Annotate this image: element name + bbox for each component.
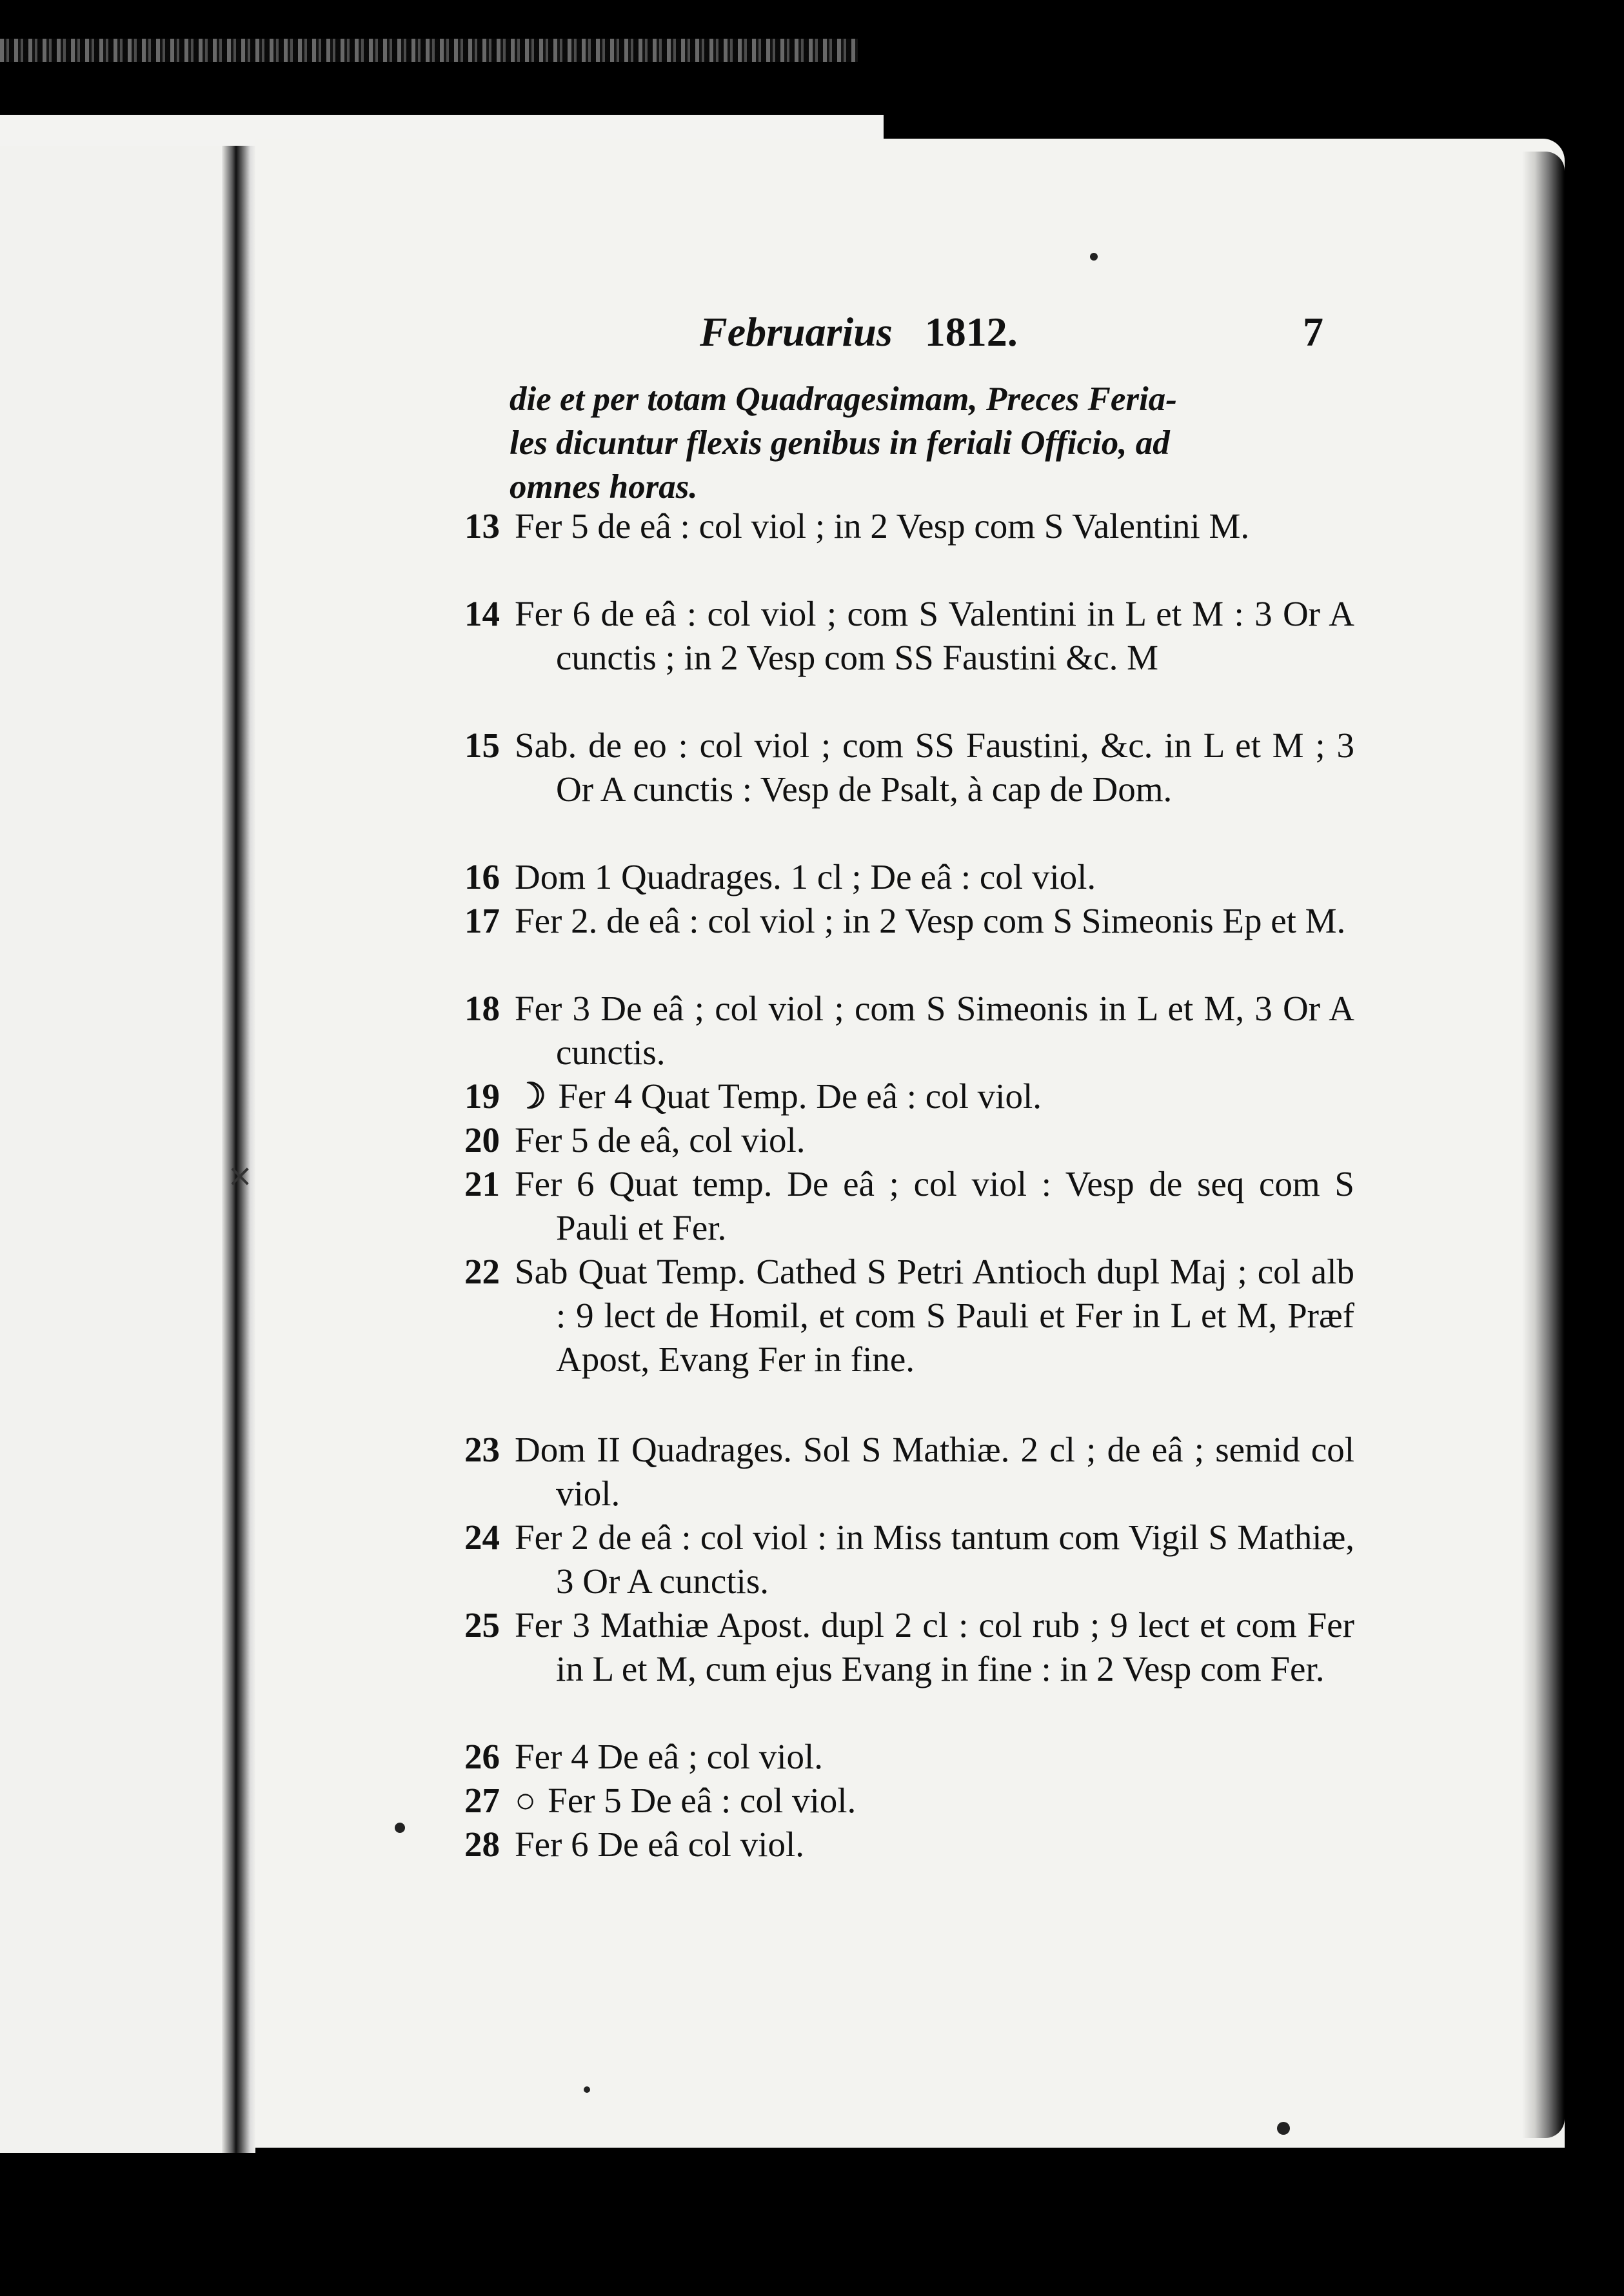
ink-speck	[1277, 2122, 1290, 2135]
day-number: 24	[464, 1518, 500, 1557]
entry-text: Sab Quat Temp. Cathed S Petri Antioch dupl Maj ; col alb : 9 lect de Homil, et com S Pauli et Fer in L et M, Præf Apost, Evang Fer in fine.	[515, 1252, 1354, 1379]
calendar-entry	[464, 1603, 1354, 1691]
calendar-entry	[464, 1516, 1354, 1603]
calendar-entry	[464, 1074, 1354, 1118]
entry-text: Fer 2 de eâ : col viol : in Miss tantum com Vigil S Mathiæ, 3 Or A cunctis.	[515, 1518, 1354, 1601]
moon-phase-icon: ☽	[515, 1076, 547, 1116]
day-number: 21	[464, 1164, 500, 1203]
day-number: 18	[464, 989, 500, 1028]
running-year: 1812.	[924, 309, 1018, 355]
calendar-entry	[464, 592, 1354, 680]
day-number: 20	[464, 1120, 500, 1160]
day-number: 26	[464, 1737, 500, 1776]
calendar-entry	[464, 1735, 1354, 1779]
day-number: 13	[464, 506, 500, 546]
entry-text-content: Fer 5 De eâ : col viol.	[548, 1781, 857, 1820]
entry-text: Fer 3 De eâ ; col viol ; com S Simeonis in L et M, 3 Or A cunctis.	[515, 989, 1354, 1072]
ink-speck	[395, 1823, 405, 1833]
entry-text: Dom II Quadrages. Sol S Mathiæ. 2 cl ; de eâ ; semid col viol.	[515, 1430, 1354, 1513]
calendar-entry	[464, 504, 1354, 548]
page-number: 7	[1303, 309, 1323, 355]
running-header	[700, 308, 1351, 360]
day-number: 27	[464, 1781, 500, 1820]
entry-text: Fer 5 de eâ : col viol ; in 2 Vesp com S Valentini M.	[515, 506, 1250, 546]
day-number: 14	[464, 594, 500, 633]
calendar-entry	[464, 1779, 1354, 1823]
entry-text: Fer 2. de eâ : col viol ; in 2 Vesp com S Simeonis Ep et M.	[515, 901, 1346, 940]
entry-text: Dom 1 Quadrages. 1 cl ; De eâ : col viol.	[515, 857, 1096, 896]
calendar-entry	[464, 724, 1354, 811]
calendar-entry	[464, 899, 1354, 943]
entry-text: Fer 6 de eâ : col viol ; com S Valentini in L et M : 3 Or A cunctis ; in 2 Vesp com SS Faustini &c. M	[515, 594, 1354, 677]
intro-line: omnes horas.	[510, 468, 698, 506]
day-number: 15	[464, 726, 500, 765]
entry-text: Fer 6 De eâ col viol.	[515, 1825, 805, 1864]
day-number: 28	[464, 1825, 500, 1864]
entry-text: Fer 6 Quat temp. De eâ ; col viol : Vesp de seq com S Pauli et Fer.	[515, 1164, 1354, 1247]
calendar-entry	[464, 1428, 1354, 1516]
day-number: 23	[464, 1430, 500, 1469]
intro-paragraph	[510, 377, 1342, 509]
calendar-entry	[464, 1118, 1354, 1162]
entry-text: Fer 3 Mathiæ Apost. dupl 2 cl : col rub ; 9 lect et com Fer in L et M, cum ejus Evang in fine : in 2 Vesp com Fer.	[515, 1605, 1354, 1688]
day-number: 17	[464, 901, 500, 940]
intro-line: die et per totam Quadragesimam, Preces Feria-	[510, 381, 1177, 418]
entry-text: Sab. de eo : col viol ; com SS Faustini, &c. in L et M ; 3 Or A cunctis : Vesp de Psalt, à cap de Dom.	[515, 726, 1354, 809]
calendar-entry	[464, 1250, 1354, 1381]
day-number: 25	[464, 1605, 500, 1645]
entry-text	[515, 1779, 1354, 1823]
ink-speck	[584, 2086, 590, 2093]
calendar-entry	[464, 987, 1354, 1074]
running-title: Februarius	[700, 309, 893, 355]
entry-text: Fer 4 De eâ ; col viol.	[515, 1737, 824, 1776]
entry-text: Fer 5 de eâ, col viol.	[515, 1120, 806, 1160]
gutter-mark: ⨯	[227, 1158, 253, 1194]
entry-text	[515, 1074, 1354, 1118]
calendar-entry	[464, 1823, 1354, 1866]
intro-line: les dicuntur flexis genibus in feriali Officio, ad	[510, 424, 1170, 462]
day-number: 16	[464, 857, 500, 896]
ink-speck	[1090, 253, 1098, 261]
entry-text-content: Fer 4 Quat Temp. De eâ : col viol.	[558, 1076, 1042, 1116]
calendar-entry	[464, 855, 1354, 899]
day-number: 22	[464, 1252, 500, 1291]
calendar-entry	[464, 1162, 1354, 1250]
day-number: 19	[464, 1076, 500, 1116]
moon-phase-icon: ○	[515, 1781, 537, 1820]
